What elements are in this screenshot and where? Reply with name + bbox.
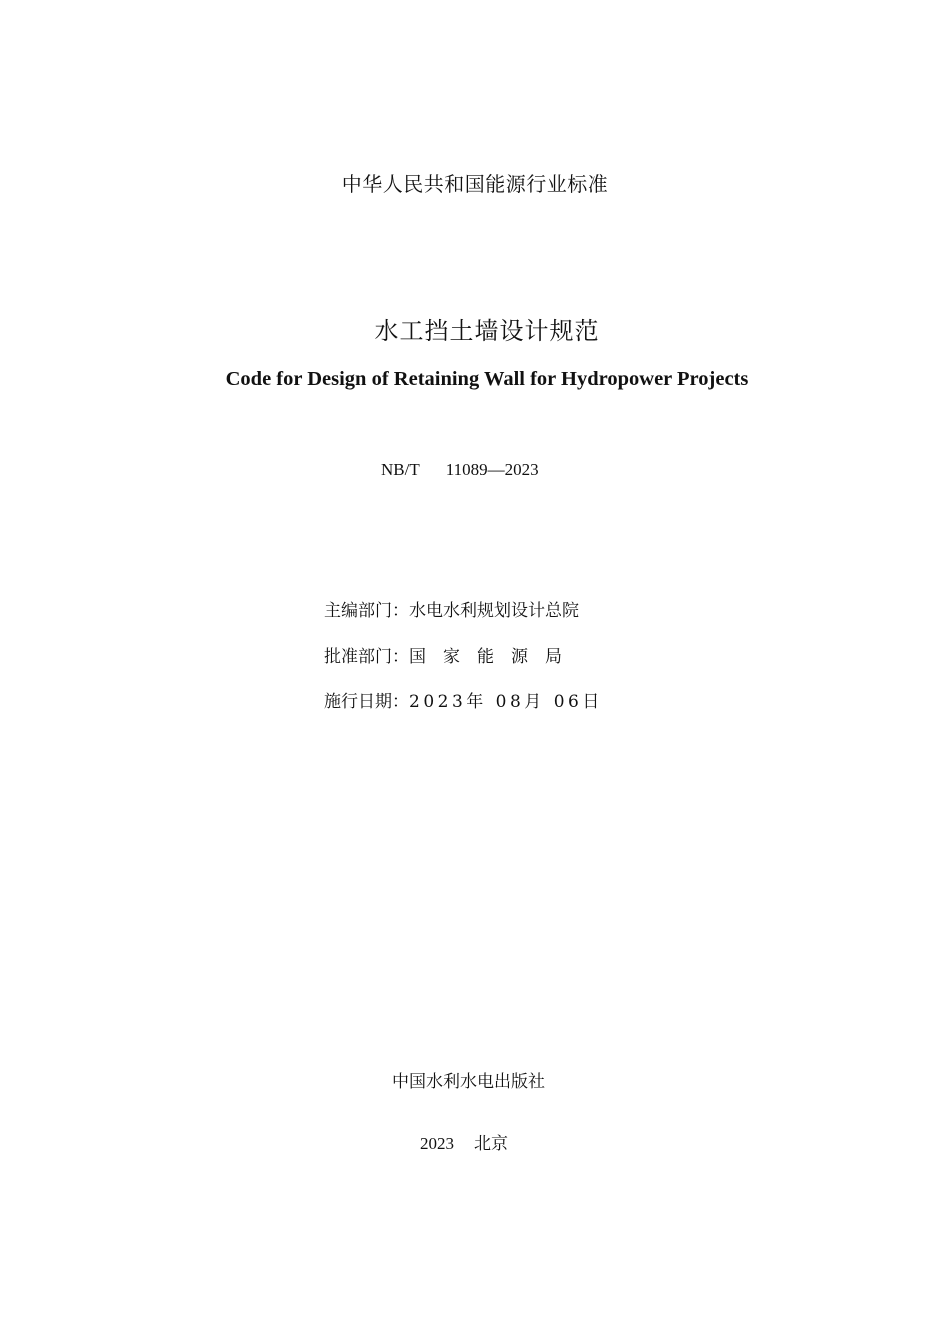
approver-label: 批准部门： bbox=[324, 647, 409, 667]
standard-number-prefix: NB/T bbox=[381, 460, 420, 479]
standard-number bbox=[381, 460, 539, 480]
publication-city: 北京 bbox=[474, 1134, 508, 1154]
standard-number-code: 11089—2023 bbox=[445, 460, 539, 479]
editor-label: 主编部门： bbox=[324, 601, 409, 621]
effective-date-value: 2023年 08月 06日 bbox=[409, 692, 603, 712]
effective-date-label: 施行日期： bbox=[324, 692, 409, 712]
standard-category-heading: 中华人民共和国能源行业标准 bbox=[341, 172, 609, 196]
title-english: Code for Design of Retaining Wall for Hydropower Projects bbox=[225, 368, 749, 390]
editor-value: 水电水利规划设计总院 bbox=[409, 601, 579, 621]
publication-place bbox=[420, 1129, 508, 1154]
effective-date-row bbox=[324, 687, 603, 712]
title-chinese: 水工挡土墙设计规范 bbox=[374, 317, 600, 345]
editor-row bbox=[324, 596, 579, 621]
publication-year: 2023 bbox=[420, 1134, 454, 1153]
approver-value: 国家能源局 bbox=[409, 647, 579, 667]
approver-row bbox=[324, 642, 579, 667]
publisher-name: 中国水利水电出版社 bbox=[392, 1072, 545, 1092]
